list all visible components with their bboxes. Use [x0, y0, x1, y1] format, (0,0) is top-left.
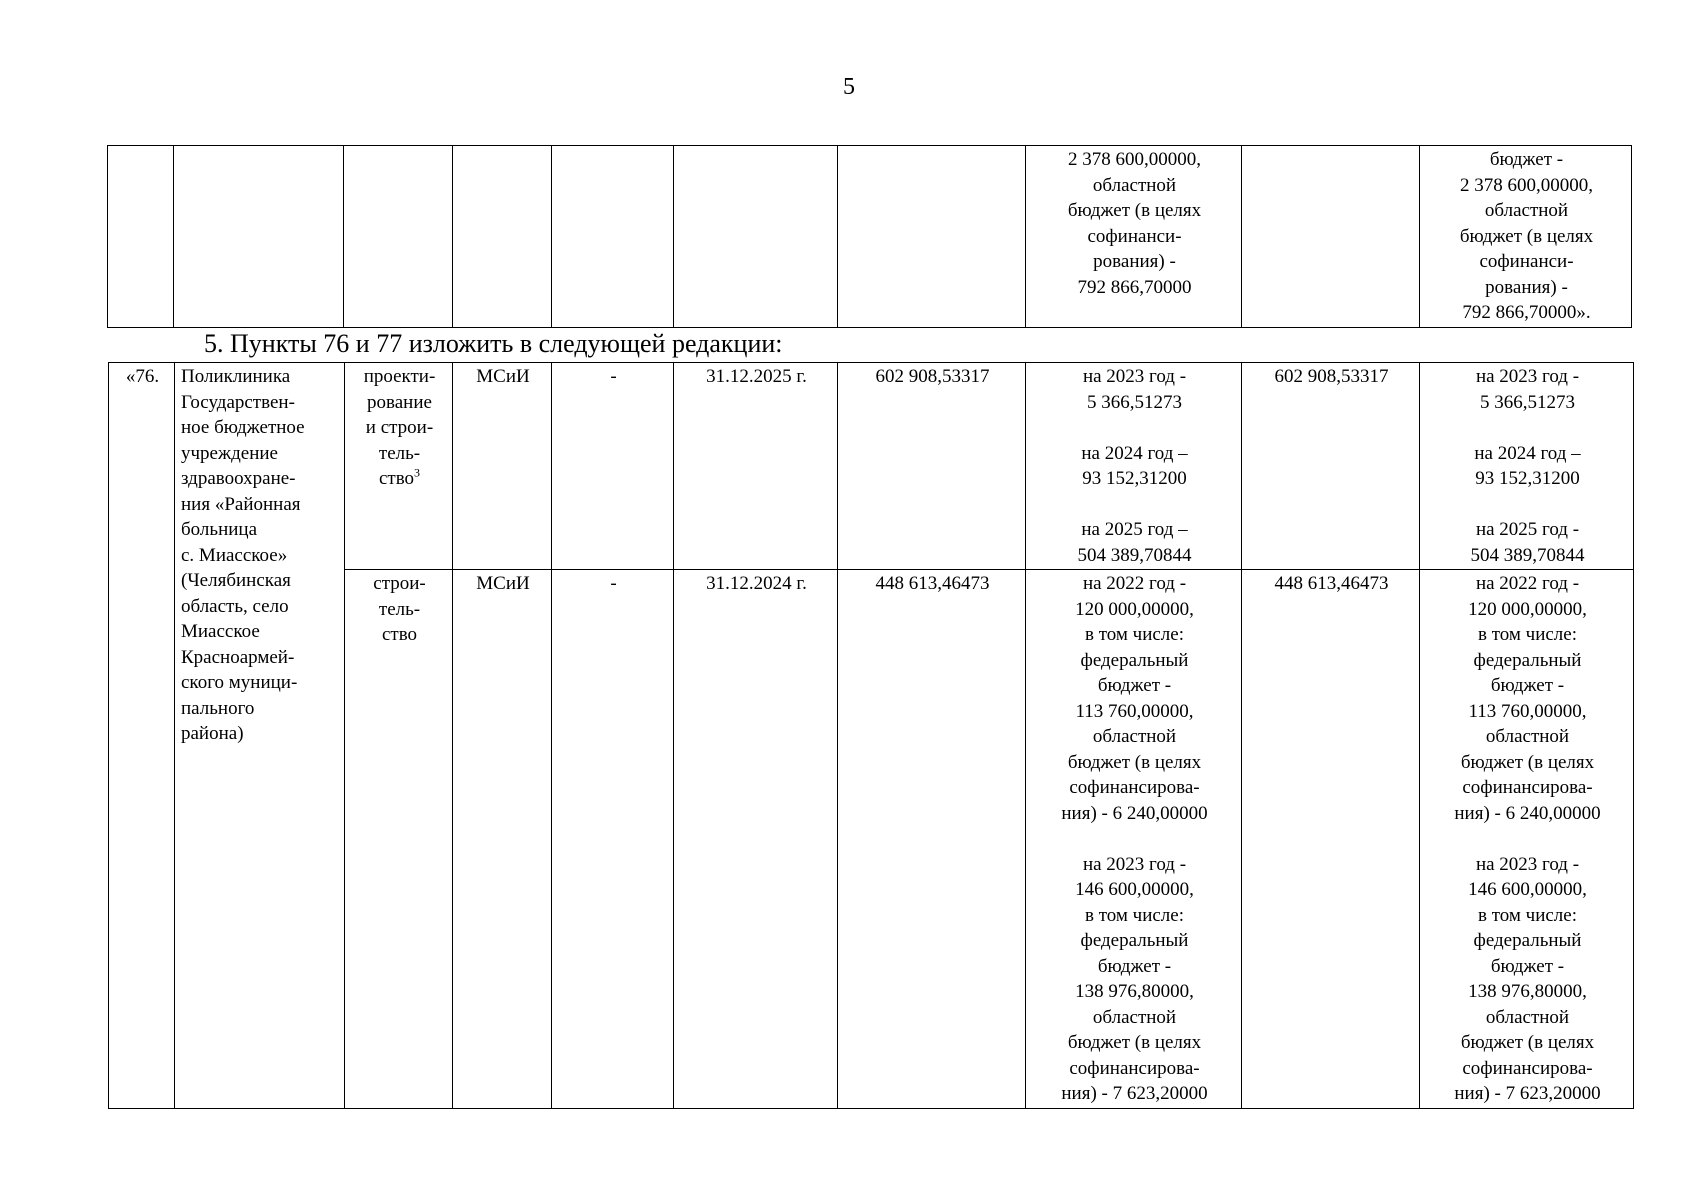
- text-line: областной: [1092, 1006, 1177, 1028]
- facility-name: [175, 363, 345, 1109]
- text-line: ния) - 7 623,20000: [1061, 1083, 1208, 1104]
- text-line: на 2025 год -: [1475, 519, 1580, 540]
- text-line: областной: [1485, 726, 1570, 747]
- text-line: 792 866,70000».: [1462, 302, 1591, 323]
- text-line: рование: [367, 391, 432, 413]
- text-line: на 2023 год -: [1475, 366, 1580, 387]
- table-row: [108, 146, 1632, 328]
- text-line: бюджет -: [1097, 675, 1172, 696]
- text-line: на 2024 год –: [1474, 442, 1581, 464]
- text-line: бюджет -: [1489, 149, 1564, 170]
- text-line: в том числе:: [1084, 624, 1185, 645]
- cost-2: 602 908,53317: [1242, 363, 1420, 570]
- text-line: ния «Районная: [181, 493, 301, 515]
- text-line: ство: [378, 468, 415, 489]
- text-line: 93 152,31200: [1082, 468, 1187, 489]
- text-line: с. Миасское»: [181, 544, 288, 566]
- funding-cell-2: [1420, 363, 1634, 570]
- text-line: учреждение: [181, 442, 278, 464]
- funding-cell: [1026, 363, 1242, 570]
- text-line: на 2022 год -: [1082, 573, 1187, 594]
- text-line: бюджет (в целях: [1067, 751, 1202, 773]
- text-line: Красноармей-: [181, 646, 295, 668]
- text-line: ство: [381, 624, 418, 645]
- text-line: на 2024 год –: [1081, 442, 1188, 464]
- text-line: больница: [181, 519, 257, 540]
- footnote-mark: 3: [414, 465, 421, 480]
- text-line: здравоохране-: [181, 468, 296, 489]
- text-line: 792 866,70000: [1077, 276, 1192, 298]
- text-line: ния) - 6 240,00000: [1454, 802, 1601, 824]
- text-line: на 2022 год -: [1475, 573, 1580, 594]
- text-line: Государствен-: [181, 391, 295, 413]
- text-line: [1032, 415, 1237, 441]
- table-cell: [108, 146, 174, 328]
- work-type: [345, 363, 453, 570]
- customer: МСиИ: [453, 570, 552, 1109]
- text-line: 504 389,70844: [1077, 544, 1192, 566]
- text-line: софинансирова-: [1069, 777, 1200, 798]
- text-line: района): [181, 723, 244, 744]
- text-line: 504 389,70844: [1470, 544, 1585, 566]
- text-line: бюджет (в целях: [1459, 225, 1594, 247]
- text-line: и строи-: [365, 417, 434, 438]
- text-line: бюджет (в целях: [1067, 200, 1202, 221]
- text-line: область, село: [181, 595, 289, 617]
- text-line: федеральный: [1473, 930, 1582, 951]
- text-line: областной: [1485, 1006, 1570, 1028]
- table-cell: [1242, 146, 1420, 328]
- text-line: областной: [1484, 200, 1569, 221]
- text-line: 146 600,00000,: [1075, 879, 1194, 900]
- table-row: [109, 363, 1634, 570]
- table-cell: [174, 146, 344, 328]
- text-line: на 2023 год -: [1082, 853, 1187, 875]
- text-line: бюджет (в целях: [1067, 1032, 1202, 1053]
- amendment-table: [108, 362, 1634, 1109]
- dash-cell: -: [552, 570, 674, 1109]
- text-line: бюджет -: [1490, 955, 1565, 977]
- text-line: ное бюджетное: [181, 417, 305, 438]
- item-number: «76.: [109, 363, 175, 1109]
- work-type: [345, 570, 453, 1109]
- funding-cell: [1026, 146, 1242, 328]
- text-line: бюджет -: [1490, 675, 1565, 696]
- text-line: 113 760,00000,: [1468, 700, 1587, 722]
- page-number: 5: [843, 74, 855, 100]
- amendment-paragraph: 5. Пункты 76 и 77 изложить в следующей редакции:: [204, 329, 783, 358]
- table-cell: [344, 146, 453, 328]
- table-cell: [838, 146, 1026, 328]
- text-line: софинанси-: [1479, 251, 1574, 272]
- text-line: рования) -: [1485, 276, 1568, 298]
- text-line: Миасское: [181, 621, 260, 642]
- text-line: рования) -: [1093, 251, 1176, 272]
- text-line: ния) - 6 240,00000: [1061, 802, 1208, 824]
- text-line: на 2023 год -: [1475, 853, 1580, 875]
- text-line: в том числе:: [1477, 624, 1578, 645]
- funding-cell-2: [1420, 146, 1632, 328]
- text-line: федеральный: [1473, 649, 1582, 671]
- cost: 448 613,46473: [838, 570, 1026, 1109]
- text-line: ния) - 7 623,20000: [1454, 1083, 1601, 1104]
- text-line: Поликлиника: [181, 366, 291, 387]
- text-line: софинансирова-: [1462, 777, 1593, 798]
- text-line: 138 976,80000,: [1075, 981, 1194, 1002]
- text-line: областной: [1092, 174, 1177, 196]
- cost: 602 908,53317: [838, 363, 1026, 570]
- text-line: [1426, 415, 1629, 441]
- deadline: 31.12.2025 г.: [674, 363, 838, 570]
- text-line: 120 000,00000,: [1468, 598, 1587, 620]
- table-cell: [552, 146, 674, 328]
- text-line: федеральный: [1080, 649, 1189, 671]
- text-line: тель-: [378, 598, 421, 620]
- text-line: бюджет -: [1097, 955, 1172, 977]
- text-line: проекти-: [363, 366, 436, 387]
- text-line: (Челябинская: [181, 570, 291, 591]
- text-line: на 2023 год -: [1082, 366, 1187, 387]
- text-line: софинансирова-: [1069, 1057, 1200, 1079]
- dash-cell: -: [552, 363, 674, 570]
- customer: МСиИ: [453, 363, 552, 570]
- text-line: 2 378 600,00000,: [1460, 174, 1593, 196]
- table-cell: [674, 146, 838, 328]
- continued-table: [107, 145, 1632, 328]
- funding-cell-2: [1420, 570, 1634, 1109]
- text-line: федеральный: [1080, 930, 1189, 951]
- text-line: тель-: [378, 442, 421, 464]
- text-line: 5 366,51273: [1087, 391, 1182, 413]
- text-line: бюджет (в целях: [1460, 751, 1595, 773]
- text-line: на 2025 год –: [1081, 519, 1188, 540]
- cost-2: 448 613,46473: [1242, 570, 1420, 1109]
- text-line: софинансирова-: [1462, 1057, 1593, 1079]
- text-line: 93 152,31200: [1475, 468, 1580, 489]
- text-line: [1426, 826, 1629, 852]
- text-line: [1032, 492, 1237, 518]
- table-cell: [453, 146, 552, 328]
- text-line: 146 600,00000,: [1468, 879, 1587, 900]
- funding-cell: [1026, 570, 1242, 1109]
- text-line: 2 378 600,00000,: [1068, 149, 1201, 170]
- text-line: 5 366,51273: [1480, 391, 1575, 413]
- text-line: строи-: [373, 573, 426, 594]
- text-line: бюджет (в целях: [1460, 1032, 1595, 1053]
- text-line: ского муници-: [181, 672, 298, 693]
- deadline: 31.12.2024 г.: [674, 570, 838, 1109]
- text-line: пального: [181, 697, 255, 719]
- text-line: [1426, 492, 1629, 518]
- text-line: 120 000,00000,: [1075, 598, 1194, 620]
- text-line: софинанси-: [1087, 225, 1182, 247]
- text-line: в том числе:: [1477, 904, 1578, 926]
- text-line: в том числе:: [1084, 904, 1185, 926]
- text-line: 113 760,00000,: [1075, 700, 1194, 722]
- text-line: областной: [1092, 726, 1177, 747]
- text-line: 138 976,80000,: [1468, 981, 1587, 1002]
- text-line: [1032, 826, 1237, 852]
